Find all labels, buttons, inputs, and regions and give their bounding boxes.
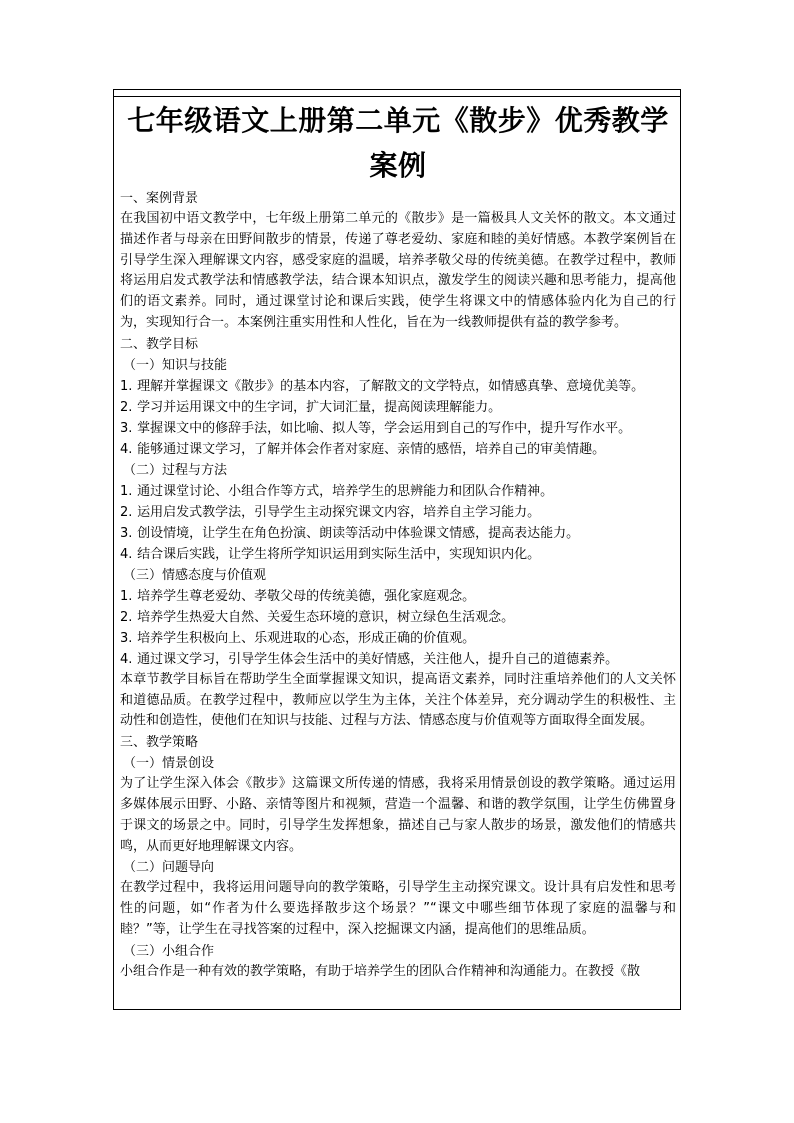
- list-number: 1.: [120, 483, 133, 499]
- section-heading-strategy: 三、教学策略: [120, 735, 199, 751]
- list-text: 掌握课文中的修辞手法，如比喻、拟人等，学会运用到自己的写作中，提升写作水平。: [137, 420, 632, 436]
- subheading-group: （三）小组合作: [123, 943, 215, 959]
- document-frame: [113, 89, 681, 1010]
- title-line-1: 七年级语文上册第二单元《散步》优秀教学: [127, 104, 669, 137]
- list-item: [120, 649, 676, 670]
- list-item: [120, 481, 676, 502]
- subheading-emotion: （三）情感态度与价值观: [123, 567, 267, 583]
- title-line-2: 案例: [369, 149, 427, 182]
- list-number: 3.: [120, 630, 133, 646]
- document-content: [120, 98, 676, 983]
- list-text: 通过课堂讨论、小组合作等方式，培养学生的思辨能力和团队合作精神。: [137, 483, 554, 499]
- list-item: [120, 418, 676, 439]
- group-paragraph: 小组合作是一种有效的教学策略，有助于培养学生的团队合作精神和沟通能力。在教授《散: [120, 963, 641, 979]
- list-number: 4.: [120, 651, 133, 667]
- list-item: [120, 397, 676, 418]
- list-item: [120, 607, 676, 628]
- list-text: 培养学生热爱大自然、关爱生态环境的意识，树立绿色生活观念。: [137, 609, 515, 625]
- list-text: 能够通过课文学习，了解并体会作者对家庭、亲情的感悟，培养自己的审美情趣。: [137, 441, 606, 457]
- background-paragraph: 在我国初中语文教学中，七年级上册第二单元的《散步》是一篇极具人文关怀的散文。本文通过描述作者与母亲在田野间散步的情景，传递了尊老爱幼、家庭和睦的美好情感。本教学案例旨在引导学生深入理解课文内容，感受家庭的温暖，培养孝敬父母的传统美德。在教学过程中，教师将运用启发式教学法和情感教学法，结合课本知识点，激发学生的阅读兴趣和思考能力，提高他们的语文素养。同时，通过课堂讨论和课后实践，使学生将课文中的情感体验内化为自己的行为，实现知行合一。本案例注重实用性和人性化，旨在为一线教师提供有益的教学参考。: [120, 211, 676, 330]
- list-number: 2.: [120, 399, 133, 415]
- list-item: [120, 439, 676, 460]
- goals-summary-paragraph: 本章节教学目标旨在帮助学生全面掌握课文知识，提高语文素养，同时注重培养他们的人文关怀和道德品质。在教学过程中，教师应以学生为主体，关注个体差异，充分调动学生的积极性、主动性和创造性，使他们在知识与技能、过程与方法、情感态度与价值观等方面取得全面发展。: [120, 671, 676, 729]
- list-number: 3.: [120, 420, 133, 436]
- list-text: 运用启发式教学法，引导学生主动探究课文内容，培养自主学习能力。: [137, 504, 541, 520]
- list-text: 培养学生尊老爱幼、孝敬父母的传统美德，强化家庭观念。: [137, 588, 476, 604]
- list-number: 2.: [120, 504, 133, 520]
- situation-paragraph: 为了让学生深入体会《散步》这篇课文所传递的情感，我将采用情景创设的教学策略。通过运用多媒体展示田野、小路、亲情等图片和视频，营造一个温馨、和谐的教学氛围，让学生仿佛置身于课文的场景之中。同时，引导学生发挥想象，描述自己与家人散步的场景，激发他们的情感共鸣，从而更好地理解课文内容。: [120, 776, 676, 854]
- subheading-knowledge: （一）知识与技能: [123, 357, 228, 373]
- document-title: [120, 98, 676, 188]
- subheading-process: （二）过程与方法: [123, 462, 228, 478]
- list-item: [120, 544, 676, 565]
- list-number: 3.: [120, 525, 133, 541]
- subheading-question: （二）问题导向: [123, 860, 215, 876]
- list-number: 4.: [120, 441, 133, 457]
- section-heading-goals: 二、教学目标: [120, 336, 199, 352]
- list-item: [120, 376, 676, 397]
- list-text: 通过课文学习，引导学生体会生活中的美好情感，关注他人，提升自己的道德素养。: [137, 651, 619, 667]
- list-item: [120, 502, 676, 523]
- list-text: 培养学生积极向上、乐观进取的心态，形成正确的价值观。: [137, 630, 476, 646]
- list-number: 4.: [120, 546, 133, 562]
- list-text: 理解并掌握课文《散步》的基本内容，了解散文的文学特点，如情感真挚、意境优美等。: [137, 378, 645, 394]
- section-heading-background: 一、案例背景: [120, 191, 199, 206]
- subheading-situation: （一）情景创设: [123, 756, 215, 772]
- list-text: 学习并运用课文中的生字词，扩大词汇量，提高阅读理解能力。: [137, 399, 502, 415]
- list-item: [120, 628, 676, 649]
- list-number: 1.: [120, 588, 133, 604]
- question-paragraph: 在教学过程中，我将运用问题导向的教学策略，引导学生主动探究课文。设计具有启发性和思考性的问题，如“作者为什么要选择散步这个场景？”“课文中哪些细节体现了家庭的温馨与和睦？”等，让学生在寻找答案的过程中，深入挖掘课文内涵，提高他们的思维品质。: [120, 880, 676, 937]
- top-rule: [114, 96, 680, 97]
- list-number: 2.: [120, 609, 133, 625]
- list-item: [120, 523, 676, 544]
- list-text: 结合课后实践，让学生将所学知识运用到实际生活中，实现知识内化。: [137, 546, 541, 562]
- list-item: [120, 586, 676, 607]
- list-number: 1.: [120, 378, 133, 394]
- list-text: 创设情境，让学生在角色扮演、朗读等活动中体验课文情感，提高表达能力。: [137, 525, 580, 541]
